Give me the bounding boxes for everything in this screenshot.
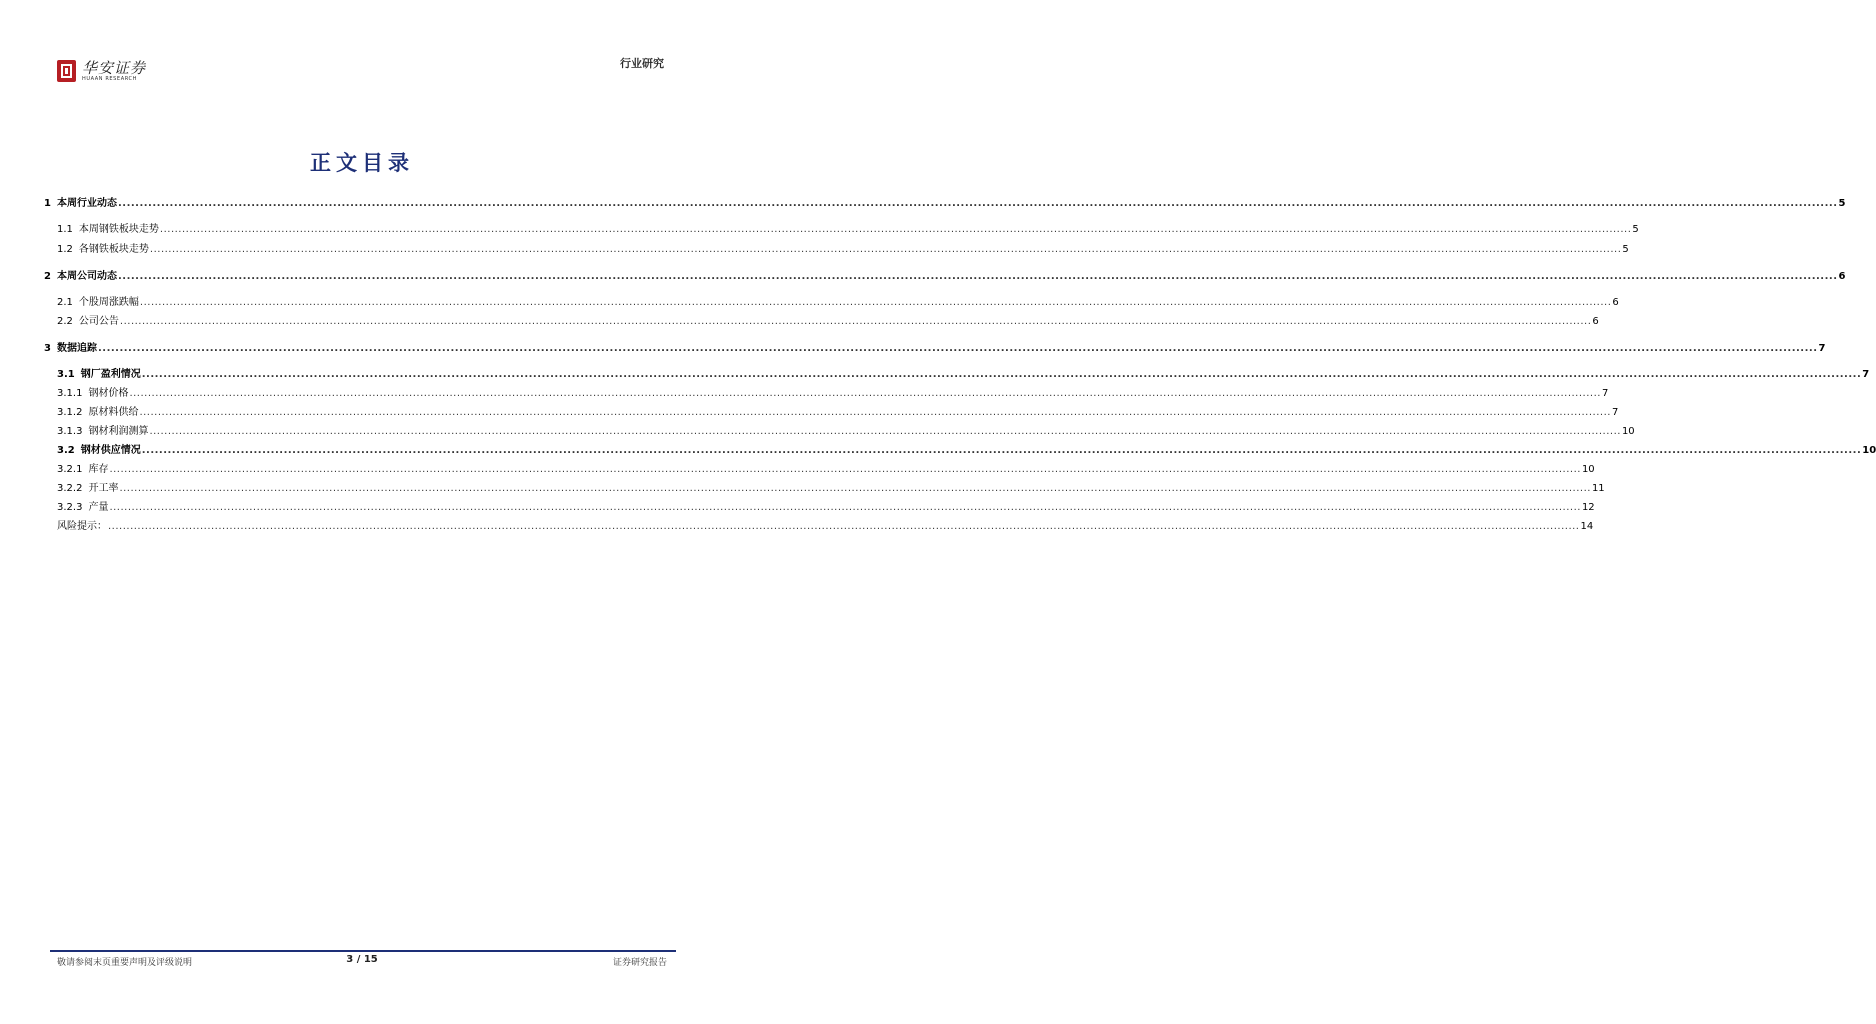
- toc-page: 7: [1862, 369, 1870, 380]
- toc-title: 产量: [88, 502, 109, 513]
- logo-name-cn: 华安证券: [82, 58, 147, 77]
- toc-title: 数据追踪: [56, 343, 97, 354]
- toc-entry-1-1[interactable]: [57, 222, 1639, 238]
- page-number: 3 / 15: [346, 954, 378, 965]
- toc-leader: ................................................................................................................................................................................................................................................................................................................................................................................................................: [149, 426, 1621, 437]
- toc-page: 10: [1862, 445, 1876, 456]
- toc-number: 3.1.1: [57, 388, 83, 399]
- toc-number: 3.2.1: [57, 464, 83, 475]
- toc-leader: ................................................................................................................................................................................................................................................................................................................................................................................................................: [139, 407, 1611, 418]
- toc-entry-1[interactable]: [44, 196, 1846, 212]
- toc-title: 钢材供应情况: [80, 445, 141, 456]
- toc-page: 5: [1632, 224, 1639, 235]
- toc-entry-3-1-3[interactable]: [57, 424, 1635, 440]
- toc-title: 风险提示：: [57, 521, 107, 532]
- toc-leader: ................................................................................................................................................................................................................................................................................................................................................................................................................: [117, 271, 1838, 282]
- footer-report-type: 证券研究报告: [612, 958, 667, 968]
- toc-title: 原材料供给: [88, 407, 139, 418]
- toc-page: 6: [1612, 297, 1619, 308]
- toc-entry-2-1[interactable]: [57, 295, 1619, 311]
- toc-page: 5: [1838, 198, 1846, 209]
- toc-title: 本周行业动态: [56, 198, 117, 209]
- toc-number: 3: [44, 343, 51, 354]
- toc-number: 1.2: [57, 244, 73, 255]
- toc-number: 1: [44, 198, 51, 209]
- toc-number: 3.1.2: [57, 407, 83, 418]
- page-title: 正文目录: [310, 150, 414, 175]
- toc-entry-3-2[interactable]: [57, 443, 1876, 459]
- company-logo: [57, 56, 146, 86]
- toc-title: 钢材价格: [88, 388, 129, 399]
- toc-leader: ................................................................................................................................................................................................................................................................................................................................................................................................................: [139, 297, 1612, 308]
- toc-leader: ................................................................................................................................................................................................................................................................................................................................................................................................................: [141, 445, 1862, 456]
- toc-page: 7: [1601, 388, 1609, 399]
- footer-disclaimer: 敬请参阅末页重要声明及评级说明: [57, 958, 193, 968]
- toc-leader: ................................................................................................................................................................................................................................................................................................................................................................................................................: [109, 464, 1581, 475]
- toc-leader: ................................................................................................................................................................................................................................................................................................................................................................................................................: [119, 483, 1591, 494]
- logo-mark-icon: [57, 60, 76, 82]
- toc-entry-2[interactable]: [44, 269, 1846, 285]
- toc-entry-3-1-2[interactable]: [57, 405, 1619, 421]
- toc-leader: ................................................................................................................................................................................................................................................................................................................................................................................................................: [141, 369, 1862, 380]
- toc-leader: ................................................................................................................................................................................................................................................................................................................................................................................................................: [149, 244, 1622, 255]
- toc-number: 3.2.2: [57, 483, 83, 494]
- toc-entry-3-1-1[interactable]: [57, 386, 1609, 402]
- toc-page: 7: [1611, 407, 1619, 418]
- toc-page: 6: [1838, 271, 1846, 282]
- toc-title: 库存: [88, 464, 109, 475]
- toc-page: 10: [1621, 426, 1635, 437]
- toc-title: 本周公司动态: [56, 271, 117, 282]
- toc-page: 11: [1591, 483, 1605, 494]
- toc-leader: ................................................................................................................................................................................................................................................................................................................................................................................................................: [109, 502, 1581, 513]
- toc-leader: ................................................................................................................................................................................................................................................................................................................................................................................................................: [97, 343, 1818, 354]
- report-category: 行业研究: [620, 57, 664, 70]
- toc-page: 14: [1580, 521, 1594, 532]
- toc-number: 3.2: [57, 445, 75, 456]
- toc-title: 开工率: [88, 483, 119, 494]
- toc-title: 公司公告: [78, 316, 119, 327]
- toc-title: 个股周涨跌幅: [78, 297, 139, 308]
- toc-leader: ................................................................................................................................................................................................................................................................................................................................................................................................................: [119, 316, 1592, 327]
- toc-page: 7: [1818, 343, 1826, 354]
- toc-leader: ................................................................................................................................................................................................................................................................................................................................................................................................................: [117, 198, 1838, 209]
- toc-title: 钢材利润测算: [88, 426, 149, 437]
- toc-title: 各钢铁板块走势: [78, 244, 149, 255]
- toc-entry-3-1[interactable]: [57, 367, 1870, 383]
- logo-text: [82, 60, 146, 83]
- toc-entry-2-2[interactable]: [57, 314, 1599, 330]
- toc-entry-3-2-3[interactable]: [57, 500, 1595, 516]
- toc-entry-risk[interactable]: [57, 519, 1594, 535]
- toc-number: 2: [44, 271, 51, 282]
- toc-number: 3.1.3: [57, 426, 83, 437]
- toc-number: 3.1: [57, 369, 75, 380]
- toc-number: 2.2: [57, 316, 73, 327]
- toc-page: 5: [1622, 244, 1629, 255]
- toc-entry-3[interactable]: [44, 341, 1826, 357]
- toc-number: 3.2.3: [57, 502, 83, 513]
- toc-leader: ................................................................................................................................................................................................................................................................................................................................................................................................................: [108, 521, 1580, 532]
- logo-name-en: HUAAN RESEARCH: [82, 75, 137, 82]
- toc-number: 1.1: [57, 224, 73, 235]
- toc-leader: ................................................................................................................................................................................................................................................................................................................................................................................................................: [159, 224, 1632, 235]
- toc-entry-3-2-1[interactable]: [57, 462, 1595, 478]
- toc-entry-1-2[interactable]: [57, 242, 1629, 258]
- toc-title: 本周钢铁板块走势: [78, 224, 159, 235]
- toc-number: 2.1: [57, 297, 73, 308]
- toc-leader: ................................................................................................................................................................................................................................................................................................................................................................................................................: [129, 388, 1601, 399]
- toc-page: 12: [1581, 502, 1595, 513]
- toc-page: 10: [1581, 464, 1595, 475]
- footer-divider: [50, 950, 676, 952]
- toc-entry-3-2-2[interactable]: [57, 481, 1605, 497]
- toc-page: 6: [1592, 316, 1599, 327]
- toc-title: 钢厂盈利情况: [80, 369, 141, 380]
